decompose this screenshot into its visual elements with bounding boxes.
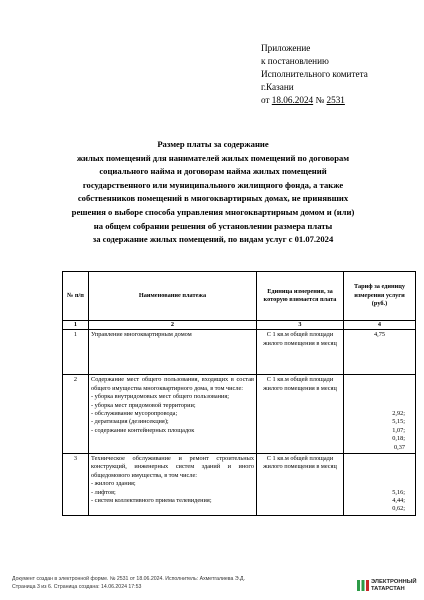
payment-item: - уборка внутридомовых мест общего пользования; [91,393,230,401]
payment-item: - лифтов; [91,488,116,496]
tariff-value: 0,18; [392,435,405,443]
date-prefix: от [261,95,270,105]
logo-text-line-2: ТАТАРСТАН [371,586,405,592]
payment-name: Управление многоквартирным домом [89,330,257,375]
tariff-cell [344,375,416,454]
payment-item: - жилого здания; [91,480,136,488]
column-number-row [63,321,416,330]
payment-item: - уборка мест придомовой территории; [91,401,196,409]
header-tariff: Тариф за единицу измерения услуги (руб.) [344,272,416,321]
tariff-value: 1,07; [392,426,405,434]
tariff-table [62,271,416,516]
footer-line-2: Страница 3 из 6. Страница создана: 14.06.2024 17:53 [12,583,142,590]
tariff-value: 4,75 [373,331,386,339]
appendix-line-3: Исполнительного комитета [261,69,368,79]
row-number: 1 [63,330,89,375]
title-line-4: государственного или муниципального жилищного фонда, а также [82,179,344,190]
document-date: 18.06.2024 [271,95,314,105]
tariff-value: 2,92; [392,409,405,417]
tariff-value: 0,62; [392,505,405,513]
col-number-2: 2 [89,321,257,330]
row-number: 2 [63,375,89,454]
payment-name: Техническое обслуживание и ремонт строительных конструкций, инженерных систем зданий и иного общедомового имущества, в том числе: [91,455,254,479]
unit-cell: С 1 кв.м общей площади жилого помещения в месяц [257,454,344,516]
col-number-3: 3 [257,321,344,330]
unit-cell: С 1 кв.м общей площади жилого помещения в месяц [257,330,344,375]
title-line-3: социального найма и договорам найма жилых помещений [99,166,327,177]
logo-text-line-1: ЭЛЕКТРОННЫЙ [371,579,417,585]
appendix-line-4: г.Казани [261,82,294,92]
col-number-1: 1 [63,321,89,330]
document-footer [12,576,245,591]
footer-line-1: Документ создан в электронной форме. № 2531 от 18.06.2024. Исполнитель: Ахметгалиева Э.Д. [12,576,245,582]
tariff-value: 0,37 [393,443,405,451]
number-prefix: № [315,95,325,105]
header-payment-name: Наименование платежа [89,272,257,321]
payment-item: - обслуживание мусоропровода; [91,410,178,418]
appendix-line-1: Приложение [261,43,311,53]
header-unit: Единица измерения, за которую взимается плата [257,272,344,321]
col-number-4: 4 [344,321,416,330]
title-line-8: за содержание жилых помещений, по видам услуг с 01.07.2024 [92,234,334,245]
payment-name-cell [89,454,257,516]
title-line-6: решения о выборе способа управления многоквартирным домом и (или) [71,206,355,217]
document-title [40,138,386,247]
payment-item: - дератизация (дезинсекция); [91,418,169,426]
tariff-value: 5,15; [392,418,405,426]
table-header-row [63,272,416,321]
payment-name-cell [89,375,257,454]
document-number: 2531 [326,95,345,105]
title-line-7: на общем собрании решения об установлении размера платы [93,220,333,231]
payment-item: - систем коллективного приема телевидения; [91,497,212,505]
table-row [63,454,416,516]
appendix-block [261,42,368,107]
tariff-value: 4,44; [392,496,405,504]
table-row [63,375,416,454]
title-line-1: Размер платы за содержание [157,139,269,149]
appendix-date-line [261,94,368,107]
logo-mark-icon [357,580,369,591]
header-number: № п/п [63,272,89,321]
title-line-5: собственников помещений в многоквартирных домах, не принявших [77,193,349,204]
tariff-value: 5,16; [392,488,405,496]
table-row [63,330,416,375]
unit-cell: С 1 кв.м общей площади жилого помещения в месяц [257,375,344,454]
title-line-2: жилых помещений для нанимателей жилых помещений по договорам [76,152,350,163]
row-number: 3 [63,454,89,516]
payment-name: Содержание мест общего пользования, входящих в состав общего имущества многоквартирного дома, в том числе: [91,376,254,392]
tariff-cell [344,454,416,516]
tariff-cell [344,330,416,375]
electronic-tatarstan-logo [357,578,417,594]
appendix-line-2: к постановлению [261,56,329,66]
payment-item: - содержание контейнерных площадок [91,426,195,434]
